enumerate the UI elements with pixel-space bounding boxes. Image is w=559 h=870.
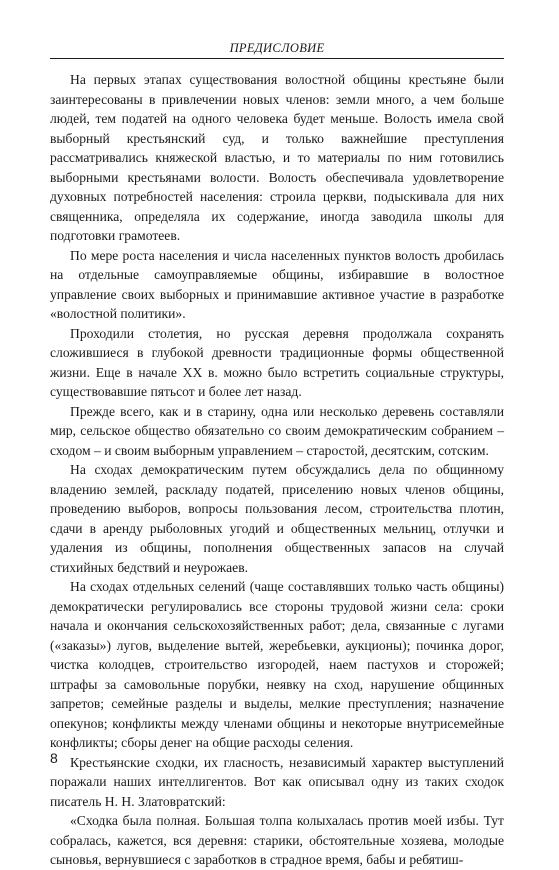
paragraph: На сходах отдельных селений (чаще составлявших только часть общины) демократически регулировались все стороны трудовой жизни села: сроки начала и окончания сельскохозяйственных работ; дела, связанные с лугами («заказы») лугов, выделение вытей, жеребьевки, аукционы); починка дорог, чистка колодцев, строительство изгородей, наем пастухов и сторожей; штрафы за самовольные порубки, неявку на сход, нарушение общинных запретов; семейные разделы и выделы, мелкие преступления; назначение опекунов; конфликты между членами общины и некоторые внутрисемейные конфликты; сборы денег на общие расходы селения. xyxy=(50,579,504,750)
paragraph: Крестьянские сходки, их гласность, независимый характер выступлений поражали наших интеллигентов. Вот как описывал одну из таких сходок писатель Н. Н. Златовратский: xyxy=(50,754,504,809)
body-text xyxy=(50,70,504,870)
paragraph: Проходили столетия, но русская деревня продолжала сохранять сложившиеся в глубокой древности традиционные формы общественной жизни. Еще в начале XX в. можно было встретить социальные структуры, существовавшие пятьсот и более лет назад. xyxy=(50,325,504,399)
running-title: ПРЕДИСЛОВИЕ xyxy=(229,41,325,55)
paragraph: Прежде всего, как и в старину, одна или несколько деревень составляли мир, сельское общество обязательно со своим демократическим собранием – сходом – и своим выборным управлением – старостой, десятским, сотским. xyxy=(50,403,504,458)
paragraph: По мере роста населения и числа населенных пунктов волость дробилась на отдельные самоуправляемые общины, избиравшие в волостное управление своих выборных и принимавшие активное участие в разработке «волостной политики». xyxy=(50,247,504,321)
paragraph: «Сходка была полная. Большая толпа колыхалась против моей избы. Тут собралась, кажется, вся деревня: старики, обстоятельные хозяева, молодые сыновья, вернувшиеся с заработков в страдное время, бабы и ребятиш- xyxy=(50,813,504,867)
page-number: 8 xyxy=(50,750,58,766)
header-divider xyxy=(50,58,504,59)
paragraph: На сходах демократическим путем обсуждались дела по общинному владению землей, раскладу податей, приселению новых членов общины, проведению выборов, вопросы пользования лесом, строительства плотин, сдачи в аренду рыболовных угодий и общественных мельниц, отлучки и удаления из общины, пополнения общественных запасов на случай стихийных бедствий и неурожаев. xyxy=(50,462,504,575)
paragraph: На первых этапах существования волостной общины крестьяне были заинтересованы в привлечении новых членов: земли много, а чем больше людей, тем податей на одного человека будет меньше. Волость имела свой выборный крестьянский суд, и только важнейшие преступления рассматривались княжеской властью, и то материалы по ним готовились выборными крестьянами волости. Волость обеспечивала удовлетворение духовных потребностей населения: строила церкви, подыскивала для них священника, определяла их содержание, иногда заводила школы для подготовки грамотеев. xyxy=(50,72,504,243)
